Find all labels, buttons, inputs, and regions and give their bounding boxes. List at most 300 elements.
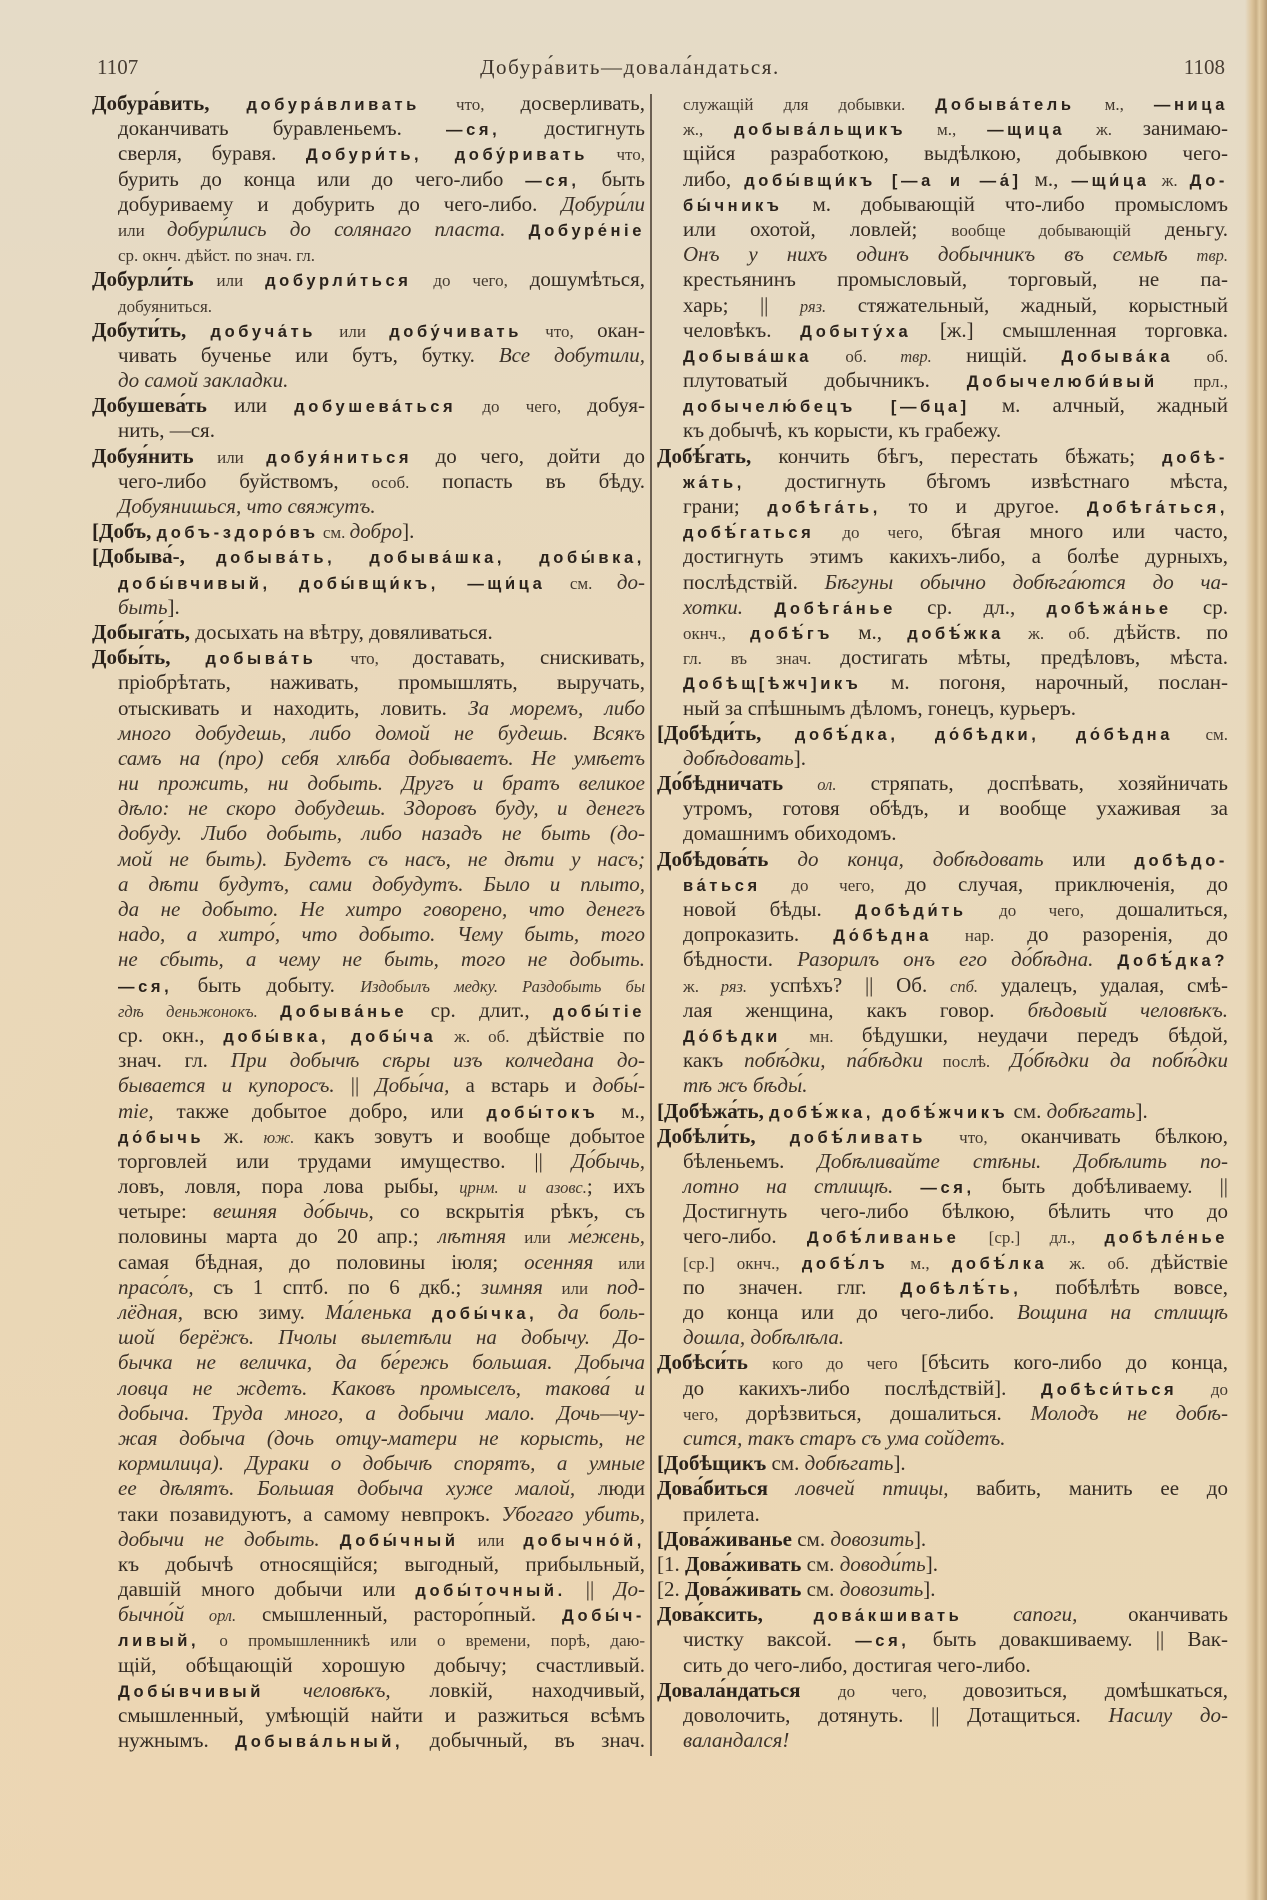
definition-text: либо, bbox=[683, 166, 745, 191]
text-line bbox=[657, 570, 1228, 595]
grammar-label: до чего, bbox=[837, 1681, 964, 1701]
definition-text: ]. bbox=[402, 519, 415, 544]
text-line bbox=[92, 1678, 645, 1703]
definition-text: добычный, въ знач. bbox=[403, 1728, 646, 1753]
definition-text: побѣлѣть вовсе, bbox=[1021, 1274, 1228, 1299]
text-line bbox=[92, 1350, 645, 1375]
example-italic: довозить bbox=[830, 1526, 914, 1551]
text-line bbox=[657, 1476, 1228, 1501]
definition-text: окан- bbox=[597, 317, 645, 342]
spaced-bold-form: —ся, bbox=[855, 1632, 910, 1651]
grammar-label: об. bbox=[812, 346, 901, 366]
text-line bbox=[92, 293, 645, 318]
spaced-bold-form: добѣга́ть, bbox=[767, 499, 881, 517]
headword: [Добѣди́ть, bbox=[657, 720, 795, 745]
definition-text: до чего, дойти до bbox=[412, 443, 645, 468]
text-line bbox=[657, 1502, 1228, 1527]
grammar-label: о промышленникѣ или о времени, порѣ, даю- bbox=[199, 1631, 645, 1651]
example-italic: Вощина на стлищѣ bbox=[1017, 1300, 1228, 1324]
headword: [Добыва́-, bbox=[92, 544, 217, 569]
example-italic: добычи не добыть. bbox=[118, 1526, 340, 1551]
text-line bbox=[92, 167, 645, 192]
grammar-label: ж. об. bbox=[1047, 1253, 1152, 1273]
text-line bbox=[92, 1502, 645, 1527]
definition-text: см. bbox=[771, 1451, 805, 1476]
text-line bbox=[657, 1426, 1228, 1451]
example-italic: быть bbox=[118, 594, 168, 619]
spaced-bold-form: До- bbox=[1189, 171, 1228, 190]
text-line bbox=[657, 418, 1228, 443]
text-line bbox=[92, 192, 645, 217]
spaced-bold-form: Добѣди́ть bbox=[855, 902, 967, 920]
definition-text: нужнымъ. bbox=[118, 1728, 236, 1753]
definition-text: довозиться, домѣшкаться, bbox=[963, 1677, 1228, 1702]
example-italic: до самой закладки. bbox=[118, 368, 289, 393]
definition-text: успѣхъ? || Об. bbox=[747, 972, 951, 997]
example-italic: ловца не ждетъ. Каковъ промыселъ, такова́ и bbox=[118, 1375, 645, 1400]
text-line bbox=[92, 973, 645, 998]
spaced-bold-form: добуча́ть bbox=[210, 322, 316, 341]
definition-text: чивать бученье или бутъ, бутку. bbox=[118, 342, 499, 367]
text-line bbox=[657, 544, 1228, 569]
text-line bbox=[92, 141, 645, 166]
definition-text: ]. bbox=[925, 1551, 938, 1576]
spaced-bold-form: Добури́ть, добу́ривать bbox=[305, 146, 588, 165]
grammar-label: окнч., bbox=[683, 623, 751, 643]
dictionary-entry bbox=[657, 1476, 1228, 1526]
text-line bbox=[92, 343, 645, 368]
spaced-bold-form: —ся, bbox=[525, 171, 580, 190]
text-line bbox=[657, 167, 1228, 192]
text-line bbox=[657, 1401, 1228, 1426]
spaced-bold-form: добѣ́жка, добѣ́жчикъ bbox=[769, 1103, 1009, 1122]
text-line bbox=[92, 1224, 645, 1249]
definition-text: харь; || bbox=[683, 292, 800, 317]
dictionary-entry bbox=[92, 444, 645, 520]
label-italic: ряз. bbox=[799, 296, 827, 316]
grammar-label: [ср.] дл., bbox=[959, 1228, 1105, 1248]
example-italic: добѣдовать bbox=[683, 745, 794, 770]
definition-text: сверля, буравя. bbox=[118, 141, 306, 166]
headword: Добуя́нить bbox=[92, 443, 218, 468]
grammar-label: см. bbox=[1173, 724, 1228, 744]
example-italic: много добудешь, либо домой не будешь. Всякъ bbox=[118, 720, 645, 745]
spaced-bold-form: Добыва́ка bbox=[1061, 347, 1174, 366]
spaced-bold-form: —ница bbox=[1153, 96, 1228, 114]
definition-text: бѣленьемъ. bbox=[683, 1148, 818, 1173]
example-italic: ее дѣлятъ. Большая добыча хуже малой, bbox=[118, 1476, 576, 1501]
grammar-label: [ср.] окнч., bbox=[683, 1253, 802, 1273]
grammar-label: особ. bbox=[371, 472, 410, 492]
definition-text: достигнуть бѣгомъ извѣстнаго мѣста, bbox=[744, 468, 1228, 493]
text-line bbox=[657, 922, 1228, 947]
definition-text: [2. bbox=[657, 1577, 685, 1602]
text-line bbox=[657, 1325, 1228, 1350]
page-number-right: 1108 bbox=[1183, 55, 1225, 79]
spaced-bold-form: Добы́вчивый bbox=[118, 1682, 264, 1701]
grammar-label: или bbox=[216, 271, 266, 291]
grammar-label: м., bbox=[906, 120, 988, 140]
text-line bbox=[92, 796, 645, 821]
definition-text: ный за спѣшнымъ дѣломъ, гонецъ, курьеръ. bbox=[683, 695, 1077, 720]
definition-text: ]. bbox=[793, 745, 806, 770]
dictionary-entry bbox=[92, 393, 645, 443]
text-line bbox=[657, 595, 1228, 620]
definition-text: кончить бѣгъ, перестать бѣжать; bbox=[778, 443, 1163, 468]
spaced-bold-form: добычелю́бецъ [—бца] bbox=[683, 398, 970, 417]
running-title: Добура́вить—довала́ндаться. bbox=[480, 55, 780, 79]
definition-text: домашнимъ обиходомъ. bbox=[683, 821, 897, 846]
definition-text: дошумѣться, bbox=[529, 267, 645, 292]
definition-text: доканчивать буравленьемъ. bbox=[118, 116, 447, 141]
grammar-label: об. bbox=[1173, 346, 1228, 366]
headword: [Добѣжа́ть, bbox=[657, 1098, 770, 1123]
definition-text: четыре: bbox=[118, 1199, 213, 1224]
definition-text: ; ихъ bbox=[586, 1174, 645, 1199]
text-line bbox=[92, 1048, 645, 1073]
definition-text: дѣйствіе по bbox=[527, 1022, 645, 1047]
text-line bbox=[657, 1199, 1228, 1224]
text-line bbox=[92, 368, 645, 393]
spaced-bold-form: добы́вка, добы́ча bbox=[223, 1027, 437, 1046]
definition-text: самая бѣдная, до половины іюля; bbox=[118, 1249, 525, 1274]
definition-text: оканчивать бѣлкою, bbox=[1020, 1123, 1228, 1148]
definition-text: давшій много добычи или bbox=[118, 1577, 416, 1602]
grammar-label: или bbox=[217, 447, 267, 467]
example-italic: надо, а хитро́, что добыто. Чему быть, того bbox=[118, 922, 645, 947]
spaced-bold-form: добѣле́нье bbox=[1104, 1229, 1228, 1248]
definition-text: м., bbox=[832, 619, 908, 644]
definition-text: дошалиться, bbox=[1116, 897, 1228, 921]
headword: [Дова́живанье bbox=[657, 1526, 798, 1551]
page-edge-shadow bbox=[1245, 0, 1267, 1900]
text-line bbox=[92, 1703, 645, 1728]
example-italic: под- bbox=[606, 1274, 645, 1299]
example-italic: Насилу до- bbox=[1108, 1703, 1228, 1727]
dictionary-entry bbox=[657, 1124, 1228, 1351]
example-italic: лотно на стлищѣ. bbox=[683, 1174, 921, 1199]
text-line bbox=[657, 1728, 1228, 1753]
spaced-bold-form: добура́вливать bbox=[246, 96, 420, 114]
spaced-bold-form: Добѣ́ливанье bbox=[806, 1229, 960, 1248]
text-line bbox=[657, 1552, 1228, 1577]
example-italic: Ма́ленька bbox=[325, 1300, 433, 1324]
example-italic: а дѣти будутъ, сами добудутъ. Было и плыто, bbox=[118, 871, 645, 896]
text-line bbox=[657, 670, 1228, 695]
text-line bbox=[657, 444, 1228, 469]
text-line bbox=[657, 872, 1228, 897]
example-italic: При добычѣ сѣры изъ колчедана до- bbox=[230, 1048, 645, 1073]
text-line bbox=[92, 217, 645, 242]
example-italic: Добури́ли bbox=[561, 191, 645, 216]
definition-text: а встарь и bbox=[449, 1073, 593, 1098]
definition-text: смышленный, умѣющій найти и разжиться всѣмъ bbox=[118, 1703, 645, 1727]
text-line bbox=[92, 544, 645, 569]
headword: Добѣдова́ть bbox=[657, 846, 798, 871]
grammar-label: что, bbox=[316, 649, 413, 669]
definition-text: ]. bbox=[923, 1577, 936, 1602]
example-italic: добы́- bbox=[592, 1073, 645, 1098]
example-italic: Разорилъ онъ его до́бѣдна. bbox=[797, 947, 1118, 972]
definition-text: или охотой, ловлей; bbox=[683, 216, 952, 241]
example-italic: Добѣливайте стѣны. Добѣлить по- bbox=[817, 1148, 1228, 1173]
text-line bbox=[92, 1476, 645, 1501]
grammar-label: ж. bbox=[1149, 170, 1190, 190]
spaced-bold-form: Добыва́нье bbox=[280, 1002, 408, 1021]
example-italic: тѣ жъ бѣды́. bbox=[683, 1073, 808, 1098]
definition-text: знач. гл. bbox=[118, 1048, 231, 1073]
text-line bbox=[657, 1224, 1228, 1249]
example-italic: не сбыть, а чему не быть, того не добыть. bbox=[118, 947, 645, 972]
definition-text: со вскрытія рѣкъ, съ bbox=[373, 1199, 646, 1224]
definition-text: до какихъ-либо послѣдствій]. bbox=[683, 1375, 1042, 1400]
dictionary-entry bbox=[657, 1602, 1228, 1678]
dictionary-entry bbox=[657, 771, 1228, 847]
definition-text: также добытое добро, или bbox=[153, 1098, 487, 1123]
text-line bbox=[657, 242, 1228, 267]
definition-text: см. bbox=[806, 1577, 840, 1602]
text-line bbox=[92, 821, 645, 846]
definition-text: быть bbox=[579, 166, 645, 191]
spaced-bold-form: добушева́ться bbox=[294, 398, 457, 417]
text-line bbox=[657, 116, 1228, 141]
grammar-label: ср. окнч. дѣйст. по знач. гл. bbox=[118, 246, 316, 266]
text-line bbox=[92, 947, 645, 972]
dictionary-entry bbox=[657, 1527, 1228, 1552]
definition-text: м., bbox=[1021, 166, 1072, 191]
headword: Дова́биться bbox=[657, 1476, 796, 1501]
definition-text: см. bbox=[1008, 1098, 1047, 1123]
spaced-bold-form: добычно́й, bbox=[523, 1531, 645, 1550]
dictionary-entry bbox=[92, 318, 645, 394]
text-line bbox=[92, 1099, 645, 1124]
grammar-label: см. bbox=[545, 573, 617, 593]
spaced-bold-form: бы́чникъ bbox=[683, 196, 783, 215]
example-italic: прасо́лъ, bbox=[118, 1274, 194, 1299]
dictionary-entry bbox=[657, 847, 1228, 1099]
spaced-bold-form: добурли́ться bbox=[265, 272, 412, 291]
example-italic: Убогаго убить, bbox=[501, 1501, 645, 1526]
spaced-bold-form: До́бѣдна bbox=[833, 927, 932, 946]
text-line bbox=[657, 1602, 1228, 1627]
grammar-label: мн. bbox=[780, 1026, 862, 1046]
definition-text: достигнуть bbox=[500, 116, 645, 141]
example-italic: Онъ у нихъ одинъ добычникъ въ семьѣ bbox=[683, 242, 1197, 267]
text-line bbox=[92, 1124, 645, 1149]
example-italic: сапоги, bbox=[962, 1602, 1078, 1627]
definition-text: таки позавидуютъ, а самому невпрокъ. bbox=[118, 1501, 502, 1526]
example-italic: добро bbox=[349, 519, 403, 544]
text-line bbox=[92, 494, 645, 519]
headword: Добыга́ть, bbox=[92, 619, 196, 644]
definition-text: Достигнуть чего-либо бѣлкою, бѣлить что до bbox=[683, 1199, 1228, 1224]
headword: До́бѣдничать bbox=[657, 771, 818, 796]
grammar-label: до чего, bbox=[411, 271, 530, 291]
text-line bbox=[92, 1602, 645, 1627]
label-italic: гдѣ деньжонокъ. bbox=[118, 1001, 281, 1021]
text-line bbox=[92, 418, 645, 443]
definition-text: или bbox=[1043, 846, 1135, 871]
spaced-bold-form: добъ-здоро́въ bbox=[156, 524, 319, 543]
dictionary-entry bbox=[657, 1552, 1228, 1577]
definition-text: смышленный, расторо́пный. bbox=[236, 1602, 562, 1627]
definition-text: до конца или до чего-либо. bbox=[683, 1300, 1018, 1324]
text-line bbox=[92, 922, 645, 947]
grammar-label: послѣ. bbox=[922, 1052, 1010, 1072]
spaced-bold-form: добы́чка, bbox=[432, 1305, 538, 1323]
definition-text: бѣдушки, неудачи передъ бѣдой, bbox=[861, 1022, 1228, 1047]
example-italic: добѣгать bbox=[804, 1451, 894, 1476]
dictionary-entry bbox=[657, 1350, 1228, 1451]
grammar-label: м., bbox=[888, 1253, 952, 1273]
definition-text: ловъ, ловля, пора лова рыбы, bbox=[118, 1174, 460, 1199]
text-line bbox=[92, 242, 645, 267]
definition-text: быть добѣливаему. || bbox=[974, 1174, 1228, 1199]
definition-text: бѣгая много или часто, bbox=[950, 519, 1229, 544]
text-line bbox=[657, 821, 1228, 846]
grammar-label: или bbox=[458, 1530, 524, 1550]
example-italic: добуду. Либо добыть, либо назадъ не быть (до- bbox=[118, 821, 645, 846]
example-italic: За моремъ, либо bbox=[468, 695, 645, 720]
headword: Добѣли́ть, bbox=[657, 1123, 790, 1148]
spaced-bold-form: Добыва́тель bbox=[935, 96, 1075, 114]
dictionary-entry bbox=[92, 544, 645, 620]
example-italic: мой не быть). Будетъ съ насъ, не дѣти у насъ; bbox=[118, 846, 645, 871]
text-line bbox=[92, 1199, 645, 1224]
text-line bbox=[657, 1627, 1228, 1652]
definition-text: чистку ваксой. bbox=[683, 1627, 856, 1652]
text-line bbox=[92, 91, 645, 116]
definition-text: по значен. глг. bbox=[683, 1274, 901, 1299]
example-italic: да боль- bbox=[537, 1300, 645, 1324]
definition-text: м. погоня, нарочный, послан- bbox=[861, 670, 1228, 695]
spaced-bold-form: Добыва́льный, bbox=[235, 1733, 404, 1752]
headword: Добы́ть, bbox=[92, 645, 206, 670]
definition-text: [ж.] смышленная торговка. bbox=[911, 317, 1228, 342]
spaced-bold-form: Добѣлѣ́ть, bbox=[900, 1279, 1022, 1298]
example-italic: Молодъ не добѣ- bbox=[1030, 1400, 1228, 1425]
example-italic: ловчей птицы, bbox=[795, 1476, 949, 1501]
text-line bbox=[92, 897, 645, 922]
definition-text: грани; bbox=[683, 494, 768, 518]
headword: Дова́живать bbox=[685, 1577, 807, 1602]
text-line bbox=[657, 1653, 1228, 1678]
definition-text: досверливать, bbox=[520, 91, 645, 115]
column-divider bbox=[650, 94, 652, 1756]
spaced-bold-form: Добуре́ніе bbox=[528, 221, 646, 240]
spaced-bold-form: добѣжа́нье bbox=[1046, 599, 1172, 618]
grammar-label: ж. об. bbox=[436, 1026, 528, 1046]
text-line bbox=[657, 1300, 1228, 1325]
text-line bbox=[657, 1703, 1228, 1728]
spaced-bold-form: До́бѣдки bbox=[683, 1027, 781, 1046]
definition-text: сить до чего-либо, достигая чего-либо. bbox=[683, 1652, 1031, 1677]
definition-text: половины марта до 20 апр.; bbox=[118, 1224, 438, 1249]
dictionary-entry bbox=[657, 91, 1228, 444]
example-italic: ни прожить, ни добыть. Другъ и братъ великое bbox=[118, 771, 645, 796]
definition-text: бурить до конца или до чего-либо bbox=[118, 166, 526, 191]
text-line bbox=[657, 696, 1228, 721]
dictionary-entry bbox=[657, 1099, 1228, 1124]
text-line bbox=[657, 1250, 1228, 1275]
text-line bbox=[92, 620, 645, 645]
example-italic: доводи́ть bbox=[839, 1551, 926, 1576]
example-italic: лёдная, bbox=[118, 1300, 184, 1324]
spaced-bold-form: добы́вщи́къ [—а и —а́] bbox=[744, 171, 1022, 190]
text-line bbox=[92, 1023, 645, 1048]
text-line bbox=[657, 469, 1228, 494]
text-line bbox=[92, 1653, 645, 1678]
text-line bbox=[657, 847, 1228, 872]
label-italic: ол. bbox=[817, 775, 837, 795]
definition-text: ср. дл., bbox=[895, 594, 1047, 619]
spaced-bold-form: жа́ть, bbox=[683, 473, 745, 492]
grammar-label: ж. bbox=[1065, 120, 1143, 140]
spaced-bold-form: Добыва́шка bbox=[683, 347, 813, 366]
spaced-bold-form: добы́вчивый, добы́вщи́къ, —щи́ца bbox=[118, 574, 546, 593]
definition-text: вабить, манить ее до bbox=[948, 1476, 1228, 1501]
definition-text: всю зиму. bbox=[183, 1300, 326, 1324]
headword: Дова́живать bbox=[685, 1551, 807, 1576]
text-line bbox=[657, 1275, 1228, 1300]
text-line bbox=[657, 141, 1228, 166]
text-line bbox=[92, 1552, 645, 1577]
text-line bbox=[92, 998, 645, 1023]
spaced-bold-form: Добы́чный bbox=[339, 1531, 459, 1550]
spaced-bold-form: Добы́ч- bbox=[561, 1607, 645, 1626]
example-italic: ме́жень, bbox=[569, 1224, 646, 1249]
text-line bbox=[92, 1527, 645, 1552]
example-italic: добыча. Труда много, а добычи мало. Дочь—чу- bbox=[118, 1400, 645, 1425]
spaced-bold-form: —ся, bbox=[446, 121, 501, 140]
headword: [Добѣщикъ bbox=[657, 1451, 772, 1476]
grammar-label: что, bbox=[587, 145, 645, 165]
grammar-label: ж. bbox=[683, 976, 721, 996]
grammar-label: гл. въ знач. bbox=[683, 649, 841, 669]
definition-text: или bbox=[234, 393, 295, 418]
text-line bbox=[657, 1099, 1228, 1124]
grammar-label: или bbox=[593, 1253, 645, 1273]
headword: Добути́ть, bbox=[92, 317, 211, 342]
spaced-bold-form: Добѣга́ться, bbox=[1086, 499, 1229, 517]
definition-text: къ добычѣ относящійся; выгодный, прибыльный, bbox=[118, 1551, 645, 1576]
spaced-bold-form: Добѣси́ться bbox=[1041, 1380, 1178, 1399]
right-column bbox=[657, 91, 1228, 1753]
text-line bbox=[657, 91, 1228, 116]
text-line bbox=[92, 1728, 645, 1753]
spaced-bold-form: —ся, bbox=[920, 1179, 975, 1198]
definition-text: новой бѣды. bbox=[683, 897, 856, 921]
grammar-label: м., bbox=[1074, 95, 1154, 114]
definition-text: до случая, приключенія, до bbox=[905, 871, 1228, 896]
text-line bbox=[657, 267, 1228, 292]
spaced-bold-form: добѣ́лъ bbox=[801, 1254, 889, 1273]
text-line bbox=[657, 519, 1228, 544]
spaced-bold-form: добу́чивать bbox=[389, 322, 522, 341]
text-line bbox=[92, 116, 645, 141]
text-line bbox=[657, 1451, 1228, 1476]
spaced-bold-form: добѣ́гъ bbox=[750, 624, 833, 643]
text-line bbox=[92, 1325, 645, 1350]
definition-text: быть довакшиваему. || Вак- bbox=[909, 1627, 1228, 1652]
definition-text: плутоватый добычникъ. bbox=[683, 368, 967, 393]
text-line bbox=[92, 393, 645, 418]
text-line bbox=[657, 368, 1228, 393]
grammar-label: добуяниться. bbox=[118, 296, 213, 316]
example-italic: осенняя bbox=[524, 1249, 594, 1274]
text-line bbox=[657, 771, 1228, 796]
definition-text: м. добывающій что-либо промысломъ bbox=[782, 191, 1228, 216]
